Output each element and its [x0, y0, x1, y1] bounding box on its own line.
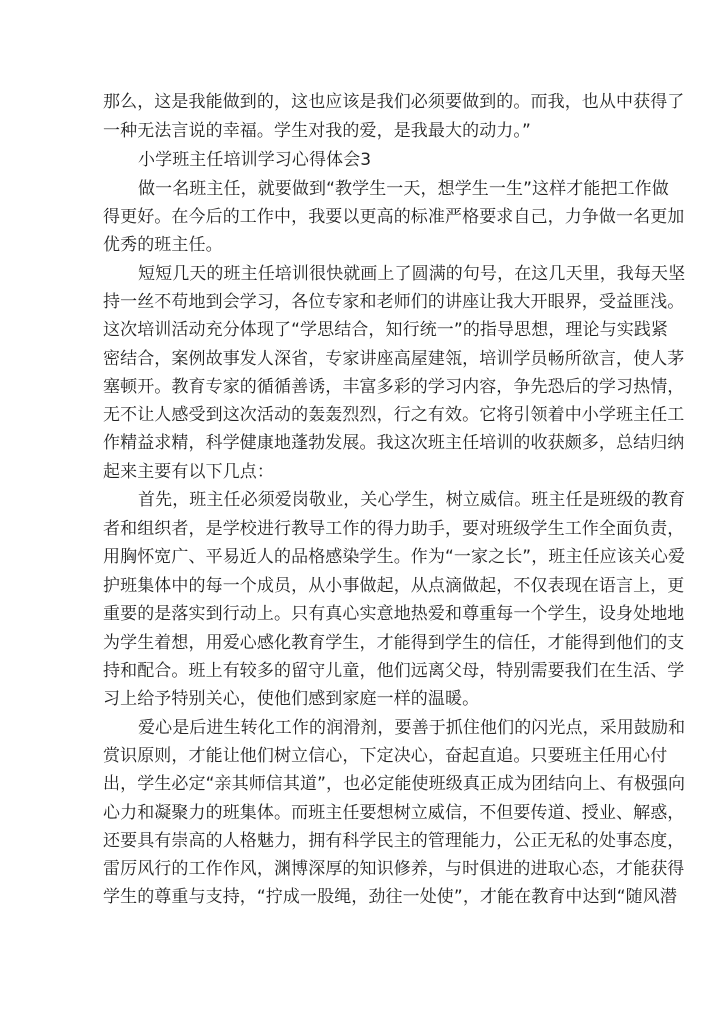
text-line: 重要的是落实到行动上。只有真心实意地热爱和尊重每一个学生，设身处地地: [103, 604, 685, 624]
section-heading: 小学班主任培训学习心得体会3: [138, 150, 372, 170]
text-line: 心力和凝聚力的班集体。而班主任要想树立威信，不但要传道、授业、解惑，: [103, 803, 685, 823]
text-line: 密结合，案例故事发人深省，专家讲座高屋建瓴，培训学员畅所欲言，使人茅: [103, 349, 685, 369]
text-line: 者和组织者，是学校进行教导工作的得力助手，要对班级学生工作全面负责，: [103, 519, 685, 539]
text-line: 护班集体中的每一个成员，从小事做起，从点滴做起，不仅表现在语言上，更: [103, 576, 685, 596]
text-line: 塞顿开。教育专家的循循善诱，丰富多彩的学习内容，争先恐后的学习热情，: [103, 377, 685, 397]
text-line: 作精益求精，科学健康地蓬勃发展。我这次班主任培训的收获颇多，总结归纳: [103, 433, 685, 453]
text-line: 起来主要有以下几点：: [103, 462, 274, 482]
paragraph-first-line: 短短几天的班主任培训很快就画上了圆满的句号，在这几天里，我每天坚: [138, 264, 686, 284]
text-line: 还要具有崇高的人格魅力，拥有科学民主的管理能力，公正无私的处事态度，: [103, 831, 685, 851]
paragraph-first-line: 爱心是后进生转化工作的润滑剂，要善于抓住他们的闪光点，采用鼓励和: [138, 718, 686, 738]
text-line: 学生的尊重与支持，“拧成一股绳，劲往一处使”，才能在教育中达到“随风潜: [103, 887, 677, 907]
text-line: 习上给予特别关心，使他们感到家庭一样的温暖。: [103, 689, 480, 709]
text-line: 优秀的班主任。: [103, 235, 223, 255]
text-line: 一种无法言说的幸福。学生对我的爱，是我最大的动力。”: [103, 121, 531, 141]
text-line: 出，学生必定“亲其师信其道”，也必定能使班级真正成为团结向上、有极强向: [103, 774, 686, 794]
text-line: 赏识原则，才能让他们树立信心，下定决心，奋起直追。只要班主任用心付: [103, 746, 668, 766]
text-line: 雷厉风行的工作作风，渊博深厚的知识修养，与时俱进的进取心态，才能获得: [103, 859, 685, 879]
text-line: 持一丝不苟地到会学习，各位专家和老师们的讲座让我大开眼界，受益匪浅。: [103, 292, 685, 312]
text-line: 无不让人感受到这次活动的轰轰烈烈，行之有效。它将引领着中小学班主任工: [103, 405, 685, 425]
text-line: 这次培训活动充分体现了“学思结合，知行统一”的指导思想，理论与实践紧: [103, 320, 669, 340]
paragraph-first-line: 首先，班主任必须爱岗敬业，关心学生，树立威信。班主任是班级的教育: [138, 490, 686, 510]
text-line: 那么，这是我能做到的，这也应该是我们必须要做到的。而我，也从中获得了: [103, 92, 685, 112]
text-line: 得更好。在今后的工作中，我要以更高的标准严格要求自己，力争做一名更加: [103, 207, 685, 227]
paragraph-first-line: 做一名班主任，就要做到“教学生一天，想学生一生”这样才能把工作做: [138, 179, 669, 199]
text-line: 用胸怀宽广、平易近人的品格感染学生。作为“一家之长”，班主任应该关心爱: [103, 547, 686, 567]
text-line: 为学生着想，用爱心感化教育学生，才能得到学生的信任，才能得到他们的支: [103, 633, 685, 653]
text-line: 持和配合。班上有较多的留守儿童，他们远离父母，特别需要我们在生活、学: [103, 661, 685, 681]
